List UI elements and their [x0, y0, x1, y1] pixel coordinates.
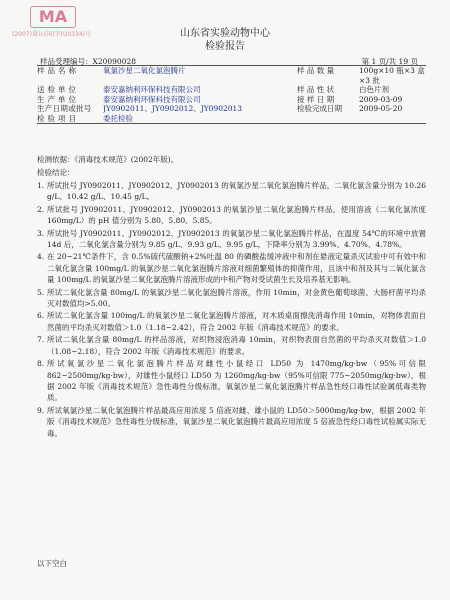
- value-nature: 白色片剂: [359, 85, 389, 94]
- info-row-batch: [37, 104, 426, 114]
- conclusion-text: 所试氧氯沙星二氧化氯泡腾片样品对雌性小鼠经口 LD50 为 1470mg/kg·bw（95%可信限 862~2500mg/kg·bw），对雄性小鼠经口 LD50 为 1260mg/kg·bw（95%可信限 775~2050mg/kg·bw），根据 2002 年版《消毒技术规范》急性毒性分级标准，氧氯沙星二氧化氯泡腾片样品急性经口毒性试验属低毒类物质。: [47, 359, 426, 403]
- label-sample-qty: 样 品 数 量: [297, 66, 335, 75]
- value-sample-name: 氧氯沙星二氧化氯泡腾片: [103, 66, 186, 75]
- conclusion-item: [37, 180, 426, 203]
- test-basis: 检测依据：《消毒技术规范》(2002年版)。: [37, 155, 179, 164]
- conclusion-list: [37, 180, 426, 440]
- conclusion-text: 所试批号 JY0902011、JY0902012、JY0902013 的氧氯沙星二氧化氯泡腾片样品，在温度 54℃的环境中放置 14d 后，二氧化氯含量分别为 9.85 g/L、9.93 g/L、9.95 g/L，下降率分别为 3.99%、4.70%、4.78%。: [47, 228, 426, 250]
- report-header: [0, 27, 450, 53]
- org-name: 山东省实验动物中心: [180, 28, 270, 39]
- conclusion-text: 所试氧氯沙星二氧化氯泡腾片样品最高应用浓度 5 倍液对雌、雄小鼠的 LD50＞5000mg/kg·bw，根据 2002 年版《消毒技术规范》急性毒性分级标准，氧氯沙星二氧化氯泡腾片最高应用浓度 5 倍液急性经口毒性试验属实际无毒。: [47, 405, 426, 438]
- conclusion-item: [37, 358, 426, 404]
- footer-note: 以下空白: [37, 559, 67, 568]
- info-row-maker: [37, 95, 426, 105]
- conclusion-item: [37, 228, 426, 251]
- value-receive-date: 2009-03-09: [359, 94, 403, 104]
- label-sample-name: 样 品 名 称: [37, 66, 77, 75]
- value-maker: 泰安嘉纳利环保科技有限公司: [103, 94, 201, 104]
- cma-mark: MA: [30, 6, 76, 28]
- conclusion-text: 所试二氧化氯含量 100mg/L 的氧氯沙星二氧化氯泡腾片溶液，对木质桌面擦洗消毒作用 10min，对物体表面自然菌的平均杀灭对数值＞1.0（1.18~2.42），符合 2002 年版《消毒技术规范》的要求。: [47, 311, 426, 332]
- value-sender: 泰安嘉纳利环保科技有限公司: [103, 85, 201, 94]
- value-batch: JY0902011、JY0902012、JY0902013: [103, 104, 243, 113]
- conclusion-item: [37, 405, 426, 439]
- conclusion-number: 6.: [37, 311, 45, 321]
- conclusion-number: 5.: [37, 287, 45, 297]
- label-done-date: 检验完成日期: [297, 104, 342, 113]
- conclusion-item: [37, 287, 426, 310]
- conclusion-text: 在 20~21℃条件下，含 0.5%硫代硫酸钠+2%吐温 80 的磷酸盐缓冲液中和剂在悬液定量杀灭试验中可有效中和二氧化氯含量 100mg/L 的氧氯沙星二氧化氯泡腾片溶液对细菌繁殖体的抑菌作用，且该中和剂及其与二氧化氯含量 100mg/L 的氧氯沙星二氧化氯泡腾片溶液形成的中和产物对受试菌生长及培养基无影响。: [47, 252, 426, 285]
- conclusion-text: 所试批号 JY0902011、JY0902012、JY0902013 的氧氯沙星二氧化氯泡腾片样品，二氧化氯含量分别为 10.26 g/L、10.42 g/L、10.45 g/L。: [47, 181, 426, 202]
- conclusion-number: 1.: [37, 181, 45, 190]
- value-sample-qty: 100g×10 瓶×3 盒: [359, 66, 425, 75]
- conclusion-item: [37, 204, 426, 227]
- label-test-item: 检 验 项 目: [37, 113, 77, 123]
- report-title: 检验报告: [205, 41, 245, 52]
- conclusion-number: 2.: [37, 204, 45, 214]
- info-table: [37, 65, 426, 124]
- conclusion-text: 所试批号 JY0902011、JY0902012、JY0902013 的氧氯沙星二氧化氯泡腾片样品，使用溶液（二氧化氯浓度 160mg/L）的 pH 值分别为 5.80、5.80、5.85。: [47, 204, 426, 226]
- conclusion-number: 4.: [37, 252, 45, 262]
- conclusion-item: [37, 334, 426, 357]
- info-row-name: [37, 66, 426, 76]
- info-row-qty-cont: [37, 76, 426, 86]
- conclusion-number: 7.: [37, 335, 45, 345]
- conclusion-text: 所试二氧化氯含量 80mg/L 的氧氯沙星二氧化氯泡腾片溶液，作用 10min，对金黄色葡萄球菌、大肠杆菌平均杀灭对数值均>5.00。: [47, 287, 426, 309]
- label-sender: 送 检 单 位: [37, 85, 77, 94]
- label-nature: 样 品 性 状: [297, 85, 335, 94]
- conclusion-text: 所试二氧化氯含量 80mg/L 的样品溶液，对织物浸泡消毒 10min，对织物表面自然菌的平均杀灭对数值＞1.0（1.08~2.18），符合 2002 年版《消毒技术规范》的要求。: [47, 335, 426, 356]
- value-sample-qty-2: ×3 批: [359, 75, 380, 85]
- page-number: 第 1 页/共 19 页: [361, 57, 418, 66]
- value-test-item: 委托检验: [103, 113, 133, 123]
- label-maker: 生 产 单 位: [37, 94, 77, 104]
- info-row-sender: [37, 85, 426, 95]
- conclusion-item: [37, 251, 426, 285]
- cma-code: (2007)量认(国)字(U0334)号: [12, 31, 91, 38]
- conclusion-number: 3.: [37, 228, 45, 238]
- conclusion-number: 9.: [37, 405, 45, 415]
- conclusion-title: 检验结论：: [37, 168, 75, 177]
- sample-number: 样品受理编号：X20090028: [40, 57, 137, 66]
- label-receive-date: 接 样 日 期: [297, 94, 335, 104]
- conclusion-number: 8.: [37, 359, 45, 369]
- value-done-date: 2009-05-20: [359, 104, 403, 113]
- label-batch: 生产日期或批号: [37, 104, 92, 113]
- conclusion-item: [37, 310, 426, 333]
- info-row-item: [37, 114, 426, 124]
